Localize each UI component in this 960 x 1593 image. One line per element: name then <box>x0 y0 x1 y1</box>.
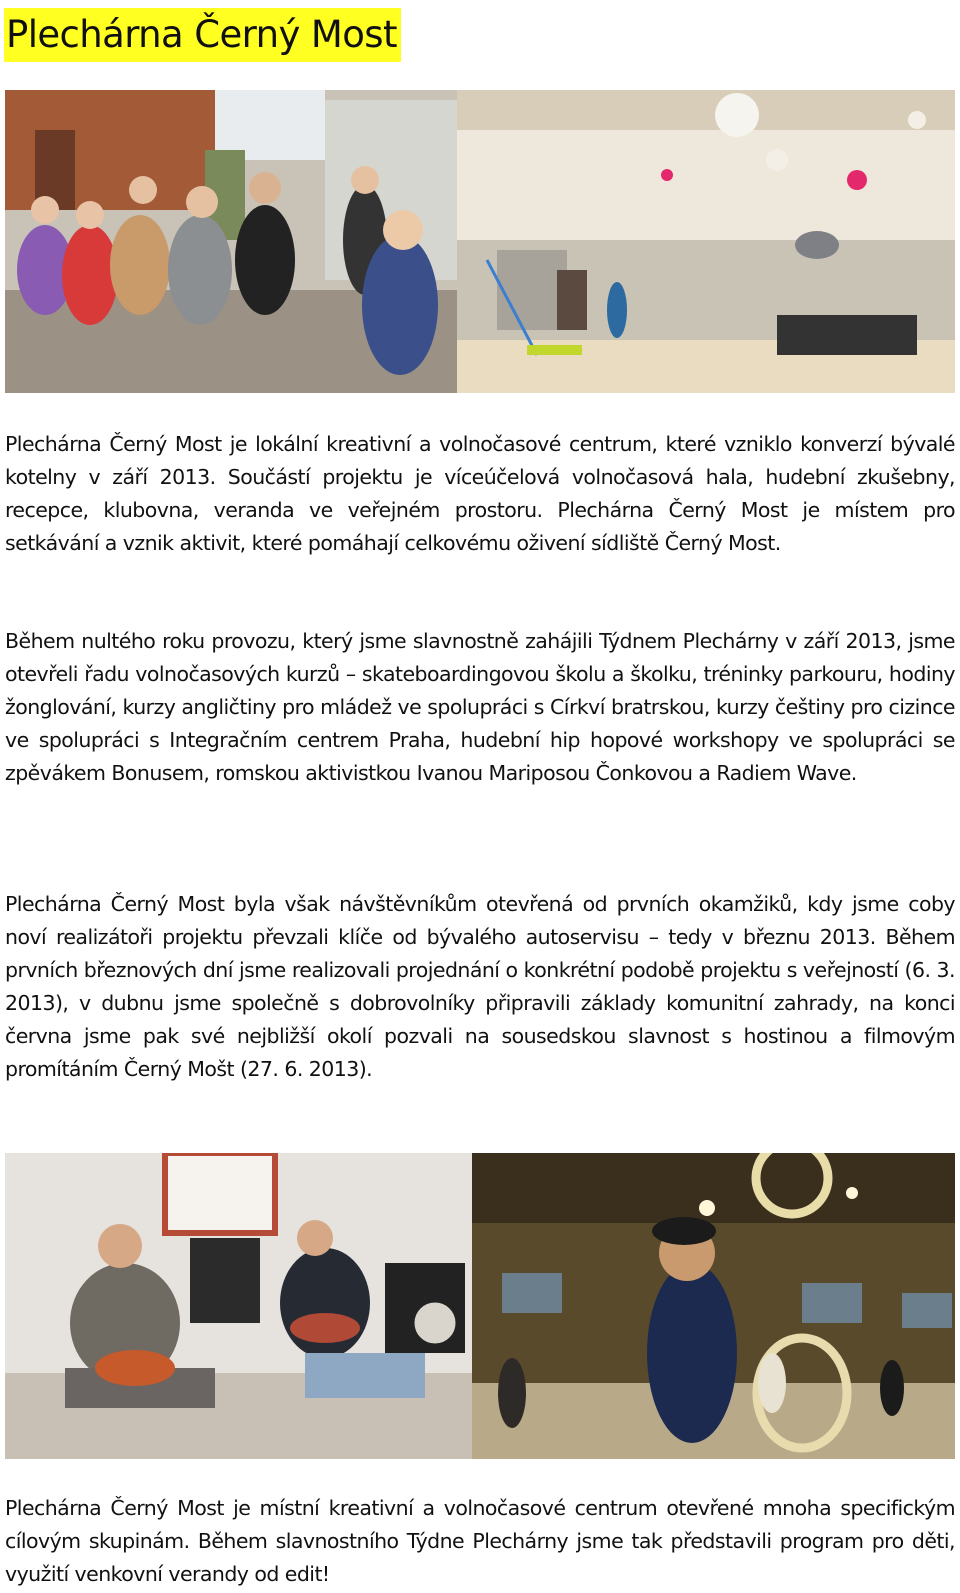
page-title: Plechárna Černý Most <box>4 8 401 62</box>
photo-row-top <box>5 90 955 393</box>
photo-guitar-rehearsal <box>5 1153 472 1459</box>
paragraph-first-year: Během nultého roku provozu, který jsme slavnostně zahájili Týdnem Plechárny v září 2013, jsme otevřeli řadu volnočasových kurzů – skateboardingovou školu a školku, tréninky parkouru, hodiny žonglování, kurzy angličtiny pro mládež ve spolupráci s Církví bratrskou, kurzy češtiny pro cizince ve spolupráci s Integračním centrem Praha, hudební hip hopové workshopy ve spolupráci se zpěvákem Bonusem, romskou aktivistkou Ivanou Mariposou Čonkovou a Radiem Wave. <box>5 629 955 785</box>
photo-skate-hall <box>457 90 955 393</box>
paragraph-open-centre: Plechárna Černý Most je místní kreativní a volnočasové centrum otevřené mnoha specifickým cílovým skupinám. Během slavnostního Týdne Plechárny jsme tak představili program pro děti, využití venkovní verandy od edit! <box>5 1496 955 1586</box>
photo-children-on-chairs <box>5 90 457 393</box>
paragraph-history: Plechárna Černý Most byla však návštěvníkům otevřená od prvních okamžiků, kdy jsme coby noví realizátoři projektu převzali klíče od bývalého autoservisu – tedy v březnu 2013. Během prvních březnových dní jsme realizovali projednání o konkrétní podobě projektu s veřejností (6. 3. 2013), v dubnu jsme společně s dobrovolníky připravili základy komunitní zahrady, na konci června jsme pak své nejbližší okolí pozvali na sousedskou slavnost s hostinou a filmovým promítáním Černý Mošt (27. 6. 2013). <box>5 892 955 1081</box>
photo-row-bottom <box>5 1153 955 1459</box>
photo-juggling-workshop <box>472 1153 955 1459</box>
paragraph-intro: Plechárna Černý Most je lokální kreativní a volnočasové centrum, které vzniklo konverzí bývalé kotelny v září 2013. Součástí projektu je víceúčelová volnočasová hala, hudební zkušebny, recepce, klubovna, veranda ve veřejném prostoru. Plechárna Černý Most je místem pro setkávání a vznik aktivit, které pomáhají celkovému oživení sídliště Černý Most. <box>5 432 955 555</box>
